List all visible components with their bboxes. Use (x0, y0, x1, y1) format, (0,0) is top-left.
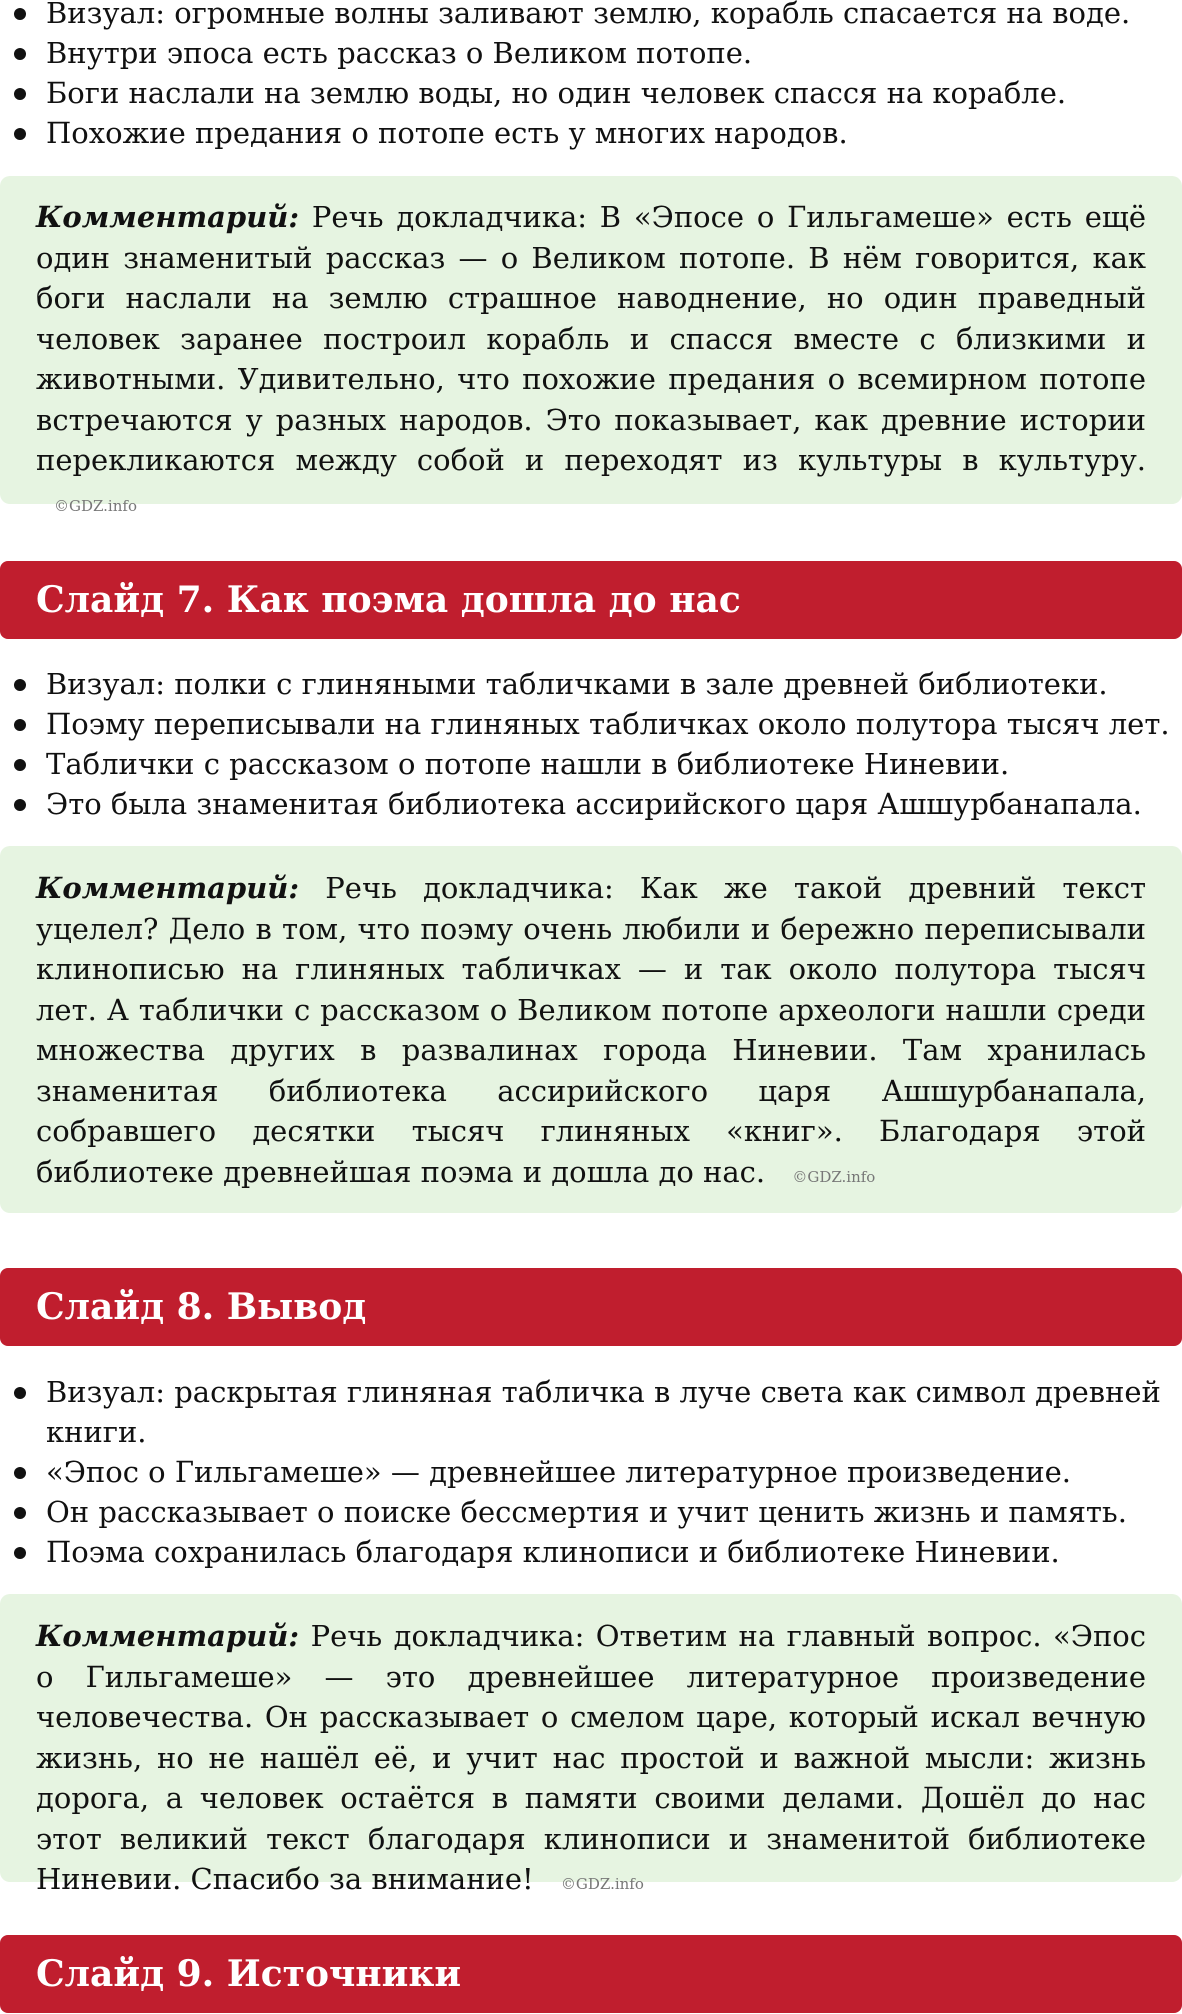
bullet-icon (14, 1547, 26, 1559)
comment-text: Речь докладчика: Как же такой древний текст уцелел? Дело в том, что поэму очень любили и бережно переписывали клинописью на глиняных табличках — и так около полутора тысяч лет. А таблички с рассказом о Великом потопе археологи нашли среди множества других в развалинах города Ниневии. Там хранилась знаменитая библиотека ассирийского царя Ашшурбанапала, собравшего десятки тысяч глиняных «книг». Благодаря этой библиотеке древнейшая поэма и дошла до нас. (36, 871, 1146, 1189)
bullet-icon (14, 759, 26, 771)
watermark: ©GDZ.info (54, 496, 137, 515)
bullet-icon (14, 799, 26, 811)
bullet-icon (14, 719, 26, 731)
slide9-header: Слайд 9. Источники (0, 1935, 1182, 2013)
slide8-comment-box (0, 1594, 1182, 1896)
list-item: Поэму переписывали на глиняных табличках около полутора тысяч лет. (0, 704, 1182, 744)
list-item: Визуал: полки с глиняными табличками в зале древней библиотеки. (0, 664, 1182, 704)
comment-label: Комментарий: (36, 200, 300, 234)
list-item: Это была знаменитая библиотека ассирийского царя Ашшурбанапала. (0, 784, 1182, 824)
slide7-bullet-list (0, 664, 1182, 824)
list-item: Поэма сохранилась благодаря клинописи и библиотеке Ниневии. (0, 1532, 1182, 1572)
bullet-icon (14, 1467, 26, 1479)
list-item: Боги наслали на землю воды, но один человек спасся на корабле. (0, 73, 1182, 113)
bullet-icon (14, 8, 26, 20)
slide7-comment-box (0, 846, 1182, 1213)
bullet-icon (14, 1507, 26, 1519)
slide8-bullet-list (0, 1372, 1182, 1572)
list-item: Похожие предания о потопе есть у многих народов. (0, 113, 1182, 153)
slide6-bullet-list (0, 0, 1182, 153)
slide7-header: Слайд 7. Как поэма дошла до нас (0, 561, 1182, 639)
list-item: Визуал: огромные волны заливают землю, корабль спасается на воде. (0, 0, 1182, 33)
list-item: Он рассказывает о поиске бессмертия и учит ценить жизнь и память. (0, 1492, 1182, 1532)
bullet-icon (14, 88, 26, 100)
comment-text: Речь докладчика: В «Эпосе о Гильгамеше» есть ещё один знаменитый рассказ — о Великом потопе. В нём говорится, как боги наслали на землю страшное наводнение, но один праведный человек заранее построил корабль и спасся вместе с близкими и животными. Удивительно, что похожие предания о всемирном потопе встречаются у разных народов. Это показывает, как древние истории перекликаются между собой и переходят из культуры в культуру. (36, 200, 1146, 477)
bullet-icon (14, 1387, 26, 1399)
slide6-comment-box (0, 176, 1182, 515)
slide8-header: Слайд 8. Вывод (0, 1268, 1182, 1346)
comment-text: Речь докладчика: Ответим на главный вопрос. «Эпос о Гильгамеше» — это древнейшее литературное произведение человечества. Он рассказывает о смелом царе, который искал вечную жизнь, но не нашёл её, и учит нас простой и важной мысли: жизнь дорога, а человек остаётся в памяти своими делами. Дошёл до нас этот великий текст благодаря клинописи и знаменитой библиотеке Ниневии. Спасибо за внимание! (36, 1619, 1147, 1896)
watermark: ©GDZ.info (792, 1167, 876, 1186)
comment-label: Комментарий: (36, 871, 300, 905)
list-item: Внутри эпоса есть рассказ о Великом потопе. (0, 33, 1182, 73)
list-item: «Эпос о Гильгамеше» — древнейшее литературное произведение. (0, 1452, 1182, 1492)
bullet-icon (14, 679, 26, 691)
list-item: Визуал: раскрытая глиняная табличка в луче света как символ древней книги. (0, 1372, 1182, 1452)
comment-label: Комментарий: (36, 1619, 300, 1653)
bullet-icon (14, 128, 26, 140)
bullet-icon (14, 48, 26, 60)
watermark: ©GDZ.info (560, 1875, 644, 1893)
list-item: Таблички с рассказом о потопе нашли в библиотеке Ниневии. (0, 744, 1182, 784)
